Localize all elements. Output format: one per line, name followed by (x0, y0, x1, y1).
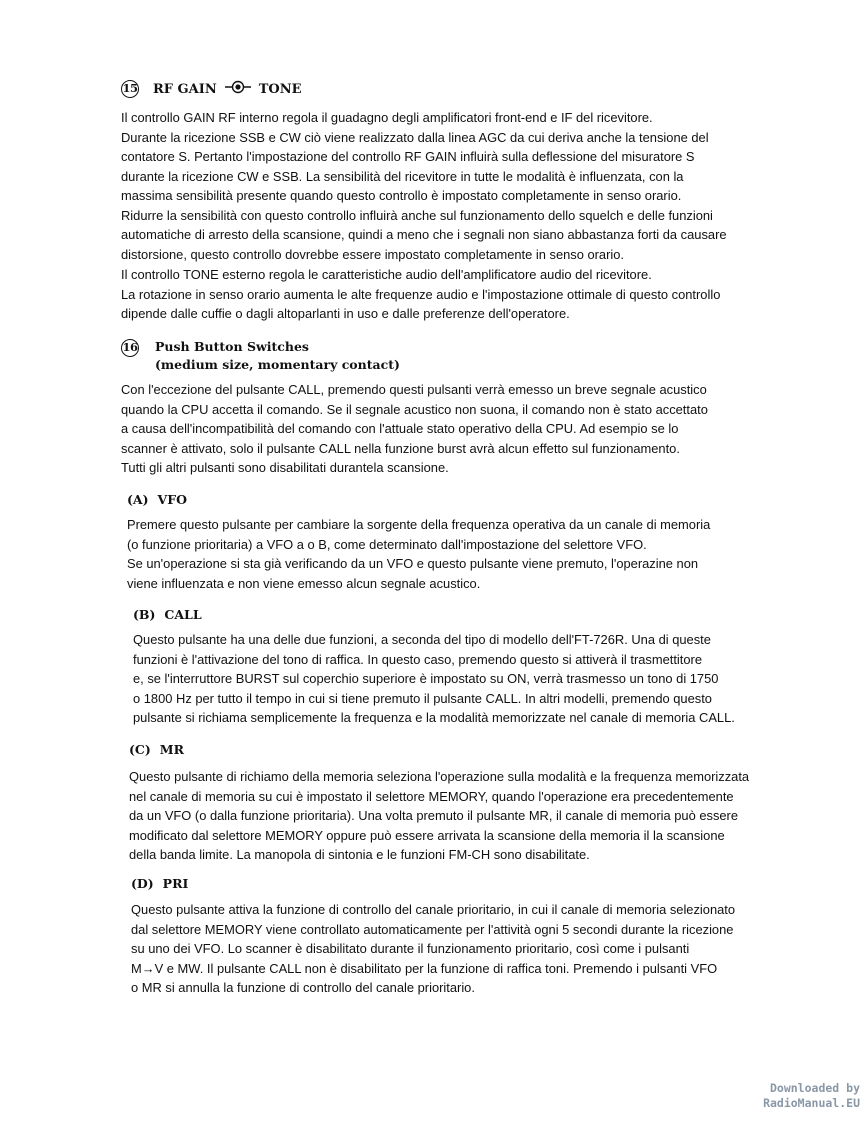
circled-number-15: 15 (121, 80, 139, 98)
subsection-title: CALL (164, 607, 202, 622)
text-line: Questo pulsante di richiamo della memoria seleziona l'operazione sulla modalità e la frequenza memorizzata (129, 769, 750, 784)
text-line: dal selettore MEMORY viene controllato automaticamente per l'attività ogni 5 secondi durante la ricezione (131, 921, 734, 937)
section-16-paragraph (121, 380, 708, 478)
push-button-switches-title: Push Button Switches (155, 339, 309, 354)
watermark-line-2: RadioManual.EU (763, 1096, 860, 1110)
subsection-label: (D) (131, 876, 154, 891)
subsection-call-text (133, 630, 735, 728)
watermark-line-1: Downloaded by (769, 1081, 860, 1095)
text-line: Il controllo TONE esterno regola le caratteristiche audio dell'amplificatore audio del ricevitore. (121, 267, 652, 282)
text-line: contatore S. Pertanto l'impostazione del controllo RF GAIN influirà sulla deflessione del misuratore S (121, 149, 695, 164)
text-line: Il controllo GAIN RF interno regola il guadagno degli amplificatori front-end e IF del ricevitore. (121, 110, 653, 125)
section-15-heading (121, 80, 302, 98)
subsection-vfo-text (127, 515, 710, 593)
text-line: quando la CPU accetta il comando. Se il segnale acustico non suona, il comando non è stato accettato (121, 401, 708, 417)
text-line: e, se l'interruttore BURST sul coperchio superiore è impostato su ON, verrà trasmesso un tono di 1750 (133, 671, 719, 686)
text-line: viene influenzata e non viene emesso alcun segnale acustico. (127, 575, 481, 591)
text-line: su uno dei VFO. Lo scanner è disabilitato durante il funzionamento prioritario, così come i pulsanti (131, 941, 690, 956)
section-15-paragraph-2 (121, 265, 720, 324)
subsection-call-heading (133, 607, 202, 622)
text-line: durante la ricezione CW e SSB. La sensibilità del ricevitore in tutte le modalità è influenzata, con la (121, 168, 684, 184)
text-line: Ridurre la sensibilità con questo controllo influirà anche sul funzionamento dello squelch e delle funzioni (121, 207, 713, 223)
text-line: funzioni è l'attivazione del tono di raffica. In questo caso, premendo questo si attiverà il trasmettitore (133, 651, 703, 667)
subsection-title: PRI (162, 876, 189, 891)
text-line: Premere questo pulsante per cambiare la sorgente della frequenza operativa da un canale di memoria (127, 517, 711, 532)
text-line: Durante la ricezione SSB e CW ciò viene realizzato dalla linea AGC da cui deriva anche la tensione del (121, 129, 709, 145)
push-button-switches-subtitle: (medium size, momentary contact) (155, 357, 400, 372)
text-line: M→V e MW. Il pulsante CALL non è disabilitato per la funzione di raffica toni. Premendo i pulsanti VFO (131, 960, 718, 976)
text-line: o MR si annulla la funzione di controllo del canale prioritario. (131, 980, 475, 995)
text-line: Se un'operazione si sta già verificando da un VFO e questo pulsante viene premuto, l'operazine non (127, 556, 699, 571)
text-line: a causa dell'incompatibilità del comando con l'attuale stato operativo della CPU. Ad esempio se lo (121, 421, 679, 436)
text-line: o 1800 Hz per tutto il tempo in cui si tiene premuto il pulsante CALL. In altri modelli, premendo questo (133, 690, 712, 706)
text-line: Tutti gli altri pulsanti sono disabilitati durantela scansione. (121, 460, 449, 475)
subsection-label: (C) (129, 742, 151, 757)
text-line: pulsante si richiama semplicemente la frequenza e la modalità memorizzate nel canale di memoria CALL. (133, 710, 735, 725)
subsection-mr-text (129, 767, 749, 865)
subsection-vfo-heading (127, 492, 187, 507)
rf-gain-title: RF GAIN (153, 81, 217, 97)
text-line: dipende dalle cuffie o dagli altoparlanti in uso e dalle preferenze dell'operatore. (121, 306, 570, 321)
text-line: da un VFO (o dalla funzione prioritaria). Una volta premuto il pulsante MR, il canale di memoria può essere (129, 808, 739, 823)
subsection-pri-heading (131, 876, 188, 891)
text-line: La rotazione in senso orario aumenta le alte frequenze audio e l'impostazione ottimale di questo controllo (121, 286, 721, 302)
circled-number-16: 16 (121, 339, 139, 357)
subsection-label: (A) (127, 492, 149, 507)
text-line: Questo pulsante attiva la funzione di controllo del canale prioritario, in cui il canale di memoria selezionato (131, 902, 736, 917)
text-line: modificato dal selettore MEMORY oppure può essere arrivata la scansione della memoria il la scansione (129, 827, 725, 843)
download-watermark (763, 1081, 860, 1111)
subsection-title: VFO (157, 492, 187, 507)
text-line: della banda limite. La manopola di sintonia e le funzioni FM-CH sono disabilitate. (129, 847, 590, 862)
text-line: distorsione, questo controllo dovrebbe essere impostato completamente in senso orario. (121, 246, 625, 262)
section-16-heading (121, 338, 400, 374)
text-line: (o funzione prioritaria) a VFO a o B, come determinato dall'impostazione del selettore VFO. (127, 536, 647, 552)
dual-knob-icon (225, 80, 251, 98)
text-line: scanner è attivato, solo il pulsante CALL nella funzione burst avrà alcun effetto sul funzionamento. (121, 440, 680, 456)
text-line: Con l'eccezione del pulsante CALL, premendo questi pulsanti verrà emesso un breve segnale acustico (121, 382, 707, 397)
subsection-mr-heading (129, 742, 184, 757)
text-line: automatiche di arresto della scansione, quindi a meno che i segnali non siano abbastanza forti da causare (121, 227, 727, 242)
section-15-paragraph-1 (121, 108, 727, 264)
text-line: massima sensibilità presente quando questo controllo è impostato completamente in senso orario. (121, 188, 682, 203)
tone-title: TONE (258, 81, 302, 97)
text-line: nel canale di memoria su cui è impostato il selettore MEMORY, quando l'operazione era precedentemente (129, 788, 734, 804)
text-line: Questo pulsante ha una delle due funzioni, a seconda del tipo di modello dell'FT-726R. Una di queste (133, 632, 711, 647)
subsection-label: (B) (133, 607, 156, 622)
subsection-pri-text (131, 900, 735, 998)
subsection-title: MR (159, 742, 185, 757)
